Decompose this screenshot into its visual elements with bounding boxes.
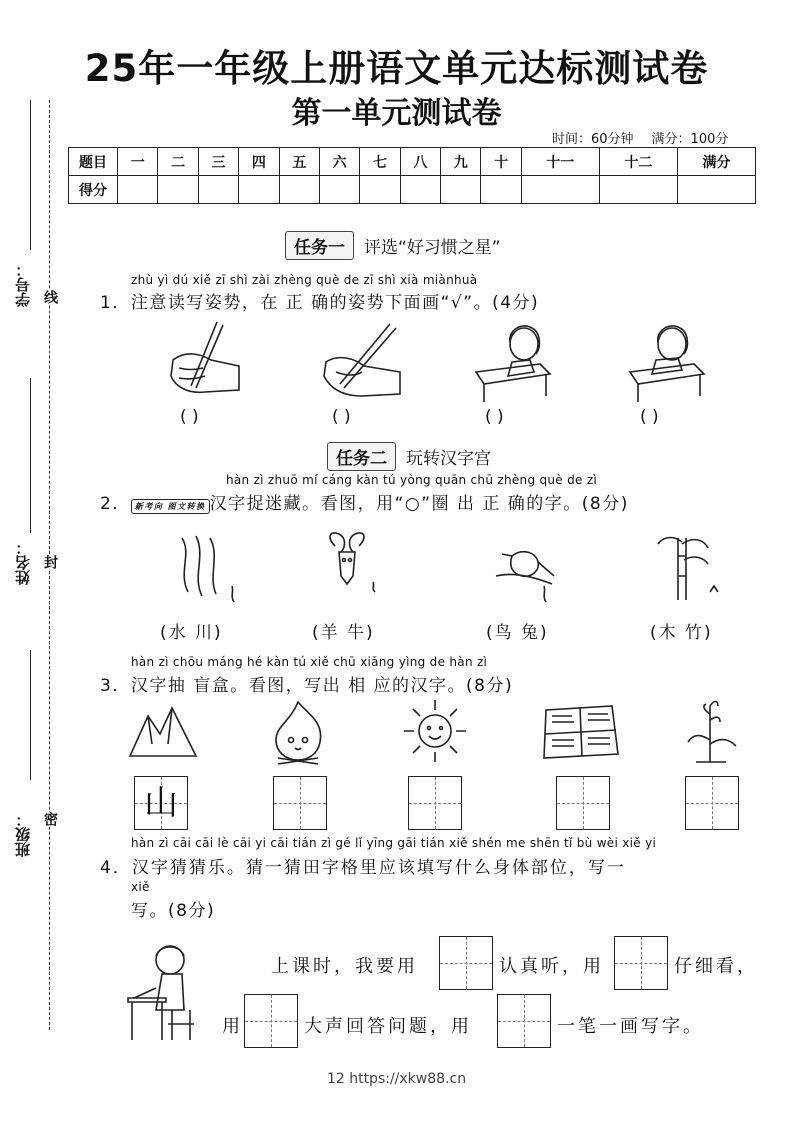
score-head-cell: 十二 <box>599 148 677 176</box>
score-table <box>68 147 756 204</box>
sitting-posture-wrong-image <box>626 322 708 404</box>
q1-text: 1．注意读写姿势，在 正 确的姿势下面画“√”。(4分) <box>100 293 540 313</box>
seal-feng: 封 <box>42 555 58 569</box>
score-head-cell: 题目 <box>69 148 118 176</box>
sun-image <box>402 698 468 764</box>
q2-choice-pair[interactable]: (木 竹) <box>650 623 713 643</box>
class-blank[interactable] <box>30 650 31 780</box>
score-input-cell[interactable] <box>481 176 521 204</box>
q4-sentence1-part1: 上课时，我要用 <box>271 956 418 977</box>
task1-heading <box>285 231 501 260</box>
score-input-cell[interactable] <box>441 176 481 204</box>
score-row-label: 得分 <box>69 176 118 204</box>
score-head-cell: 一 <box>118 148 158 176</box>
score-table-header-row <box>69 148 756 176</box>
score-input-cell[interactable] <box>239 176 279 204</box>
bamboo-image <box>652 530 722 606</box>
task2-heading <box>327 442 491 471</box>
score-input-cell[interactable] <box>400 176 440 204</box>
q2-choice-pair[interactable]: (鸟 兔) <box>486 623 549 643</box>
q2-pinyin: hàn zì zhuō mí cáng kàn tú yòng quān chū zhèng què de zì <box>226 473 598 487</box>
score-head-cell: 四 <box>239 148 279 176</box>
writing-grid[interactable] <box>556 776 610 830</box>
score-head-cell: 五 <box>279 148 319 176</box>
name-label: 姓名： <box>14 540 32 585</box>
writing-grid-filled <box>134 776 188 830</box>
writing-grid[interactable] <box>408 776 462 830</box>
q1-answer-blank[interactable]: ( ) <box>180 407 199 427</box>
writing-grid[interactable] <box>685 776 739 830</box>
time-label: 时间：60分钟 <box>552 132 634 147</box>
score-input-cell[interactable] <box>198 176 238 204</box>
pen-grip-wrong-image <box>320 322 402 402</box>
q4-pinyin-line1: hàn zì cāi cāi lè cāi yi cāi tián zì gé lǐ yīng gāi tián xiě shén me shēn tǐ bù wèi xiě yi <box>131 836 657 850</box>
pen-grip-correct-image <box>165 320 245 400</box>
page-subtitle: 第一单元测试卷 <box>291 96 502 131</box>
score-head-cell: 十一 <box>521 148 599 176</box>
score-head-cell: 十 <box>481 148 521 176</box>
q4-sentence2-part3: 一笔一画写字。 <box>557 1016 704 1037</box>
class-label: 班级： <box>14 812 32 857</box>
q2-choice-pair[interactable]: (水 川) <box>160 623 223 643</box>
seal-mi: 密 <box>42 812 58 826</box>
q1-answer-blank[interactable]: ( ) <box>332 407 351 427</box>
full-score-label: 满分：100分 <box>651 132 729 147</box>
writing-grid[interactable] <box>273 776 327 830</box>
writing-grid[interactable] <box>497 994 551 1048</box>
q4-sentence1-part3: 仔细看， <box>674 956 758 977</box>
q3-text: 3．汉字抽 盲盒。看图，写出 相 应的汉字。(8分) <box>100 676 514 696</box>
q4-sentence2-part1: 用 <box>222 1016 243 1037</box>
field-image <box>540 704 620 760</box>
q1-answer-blank[interactable]: ( ) <box>640 407 659 427</box>
bird-image <box>492 540 562 606</box>
mountain-image <box>128 704 198 760</box>
task2-title: 玩转汉字宫 <box>406 449 491 469</box>
score-input-cell[interactable] <box>599 176 677 204</box>
page-title: 25年一年级上册语文单元达标测试卷 <box>84 47 709 90</box>
student-id-blank[interactable] <box>30 100 31 250</box>
score-input-cell[interactable] <box>360 176 400 204</box>
score-input-cell[interactable] <box>319 176 359 204</box>
q2-number: 2． <box>100 494 131 514</box>
q4-text-line2: 写。(8分) <box>131 901 216 921</box>
q1-answer-blank[interactable]: ( ) <box>485 407 504 427</box>
score-head-cell: 六 <box>319 148 359 176</box>
score-input-cell[interactable] <box>158 176 198 204</box>
goat-image <box>323 532 385 604</box>
score-input-cell[interactable] <box>279 176 319 204</box>
q1-pinyin: zhù yì dú xiě zī shì zài zhèng què de zī shì xià miànhuà <box>131 273 478 287</box>
score-table-score-row <box>69 176 756 204</box>
student-id-label: 学号： <box>14 262 32 307</box>
exam-meta <box>552 128 746 147</box>
student-writing-image <box>126 940 202 1046</box>
sample-character: 山 <box>144 783 178 823</box>
name-blank[interactable] <box>30 378 31 533</box>
task2-tag: 任务二 <box>327 442 396 471</box>
score-input-cell[interactable] <box>677 176 755 204</box>
score-head-cell: 三 <box>198 148 238 176</box>
fire-image <box>268 700 328 764</box>
task1-title: 评选“好习惯之星” <box>364 238 501 258</box>
seal-xian: 线 <box>42 290 58 304</box>
q4-pinyin-line2: xiě <box>131 880 150 894</box>
sitting-posture-correct-image <box>472 322 554 404</box>
writing-grid[interactable] <box>614 936 668 990</box>
q2-choice-pair[interactable]: (羊 牛) <box>312 623 375 643</box>
score-input-cell[interactable] <box>521 176 599 204</box>
q4-sentence1-part2: 认真听，用 <box>499 956 604 977</box>
score-head-cell: 九 <box>441 148 481 176</box>
score-head-cell: 满分 <box>677 148 755 176</box>
q2-text: 汉字捉迷藏。看图，用“○”圈 出 正 确的字。(8分) <box>209 494 629 514</box>
river-image <box>178 534 240 606</box>
score-head-cell: 八 <box>400 148 440 176</box>
task1-tag: 任务一 <box>285 231 354 260</box>
new-format-badge: 新考向 图文转换 <box>131 499 210 514</box>
q2-line <box>100 489 629 514</box>
q4-sentence2-part2: 大声回答问题，用 <box>304 1016 472 1037</box>
rice-image <box>684 696 740 764</box>
score-head-cell: 七 <box>360 148 400 176</box>
score-input-cell[interactable] <box>118 176 158 204</box>
q3-pinyin: hàn zì chōu máng hé kàn tú xiě chū xiāng yìng de hàn zì <box>131 655 488 669</box>
writing-grid[interactable] <box>244 994 298 1048</box>
writing-grid[interactable] <box>439 936 493 990</box>
score-head-cell: 二 <box>158 148 198 176</box>
page-footer: 12 https://xkw88.cn <box>326 1071 467 1087</box>
q4-text-line1: 4．汉字猜猜乐。猜一猜田字格里应该填写什么身体部位，写一 <box>100 858 626 878</box>
